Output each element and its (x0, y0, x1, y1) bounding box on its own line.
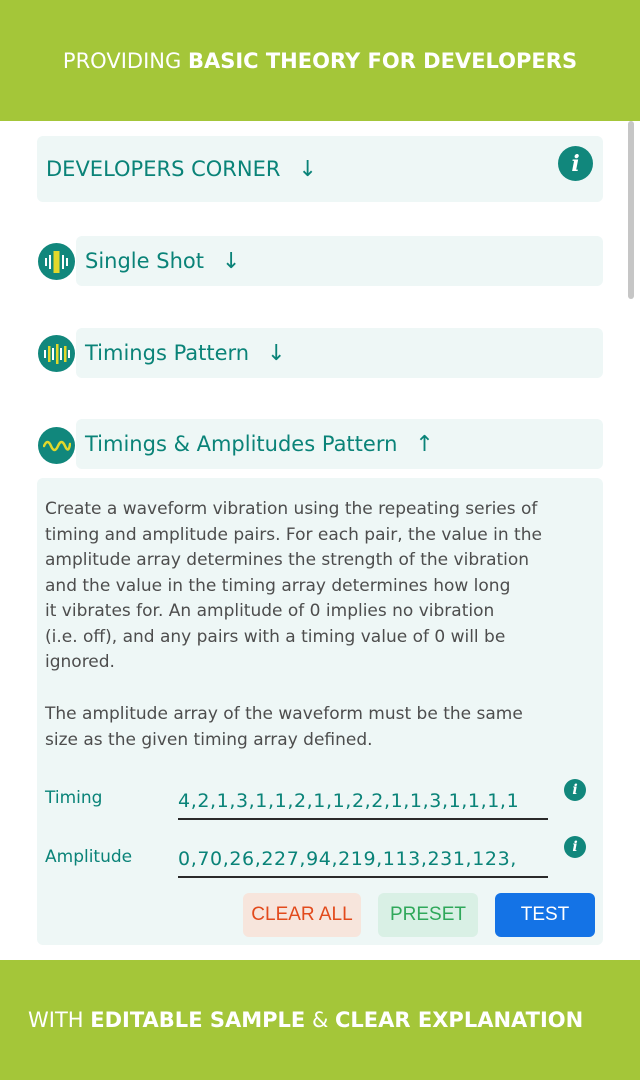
description-line: it vibrates for. An amplitude of 0 implies no vibration (45, 601, 495, 621)
description-line: Create a waveform vibration using the repeating series of (45, 499, 538, 519)
main-content[interactable] (0, 121, 640, 960)
scrollbar[interactable] (628, 121, 634, 299)
info-icon[interactable]: i (558, 146, 593, 181)
collapse-arrow-icon: ↑ (415, 432, 434, 457)
amplitude-info-icon[interactable]: i (564, 836, 586, 858)
footer-part1: WITH (28, 1008, 84, 1032)
header-emphasis: BASIC THEORY FOR DEVELOPERS (187, 48, 578, 73)
description-line: timing and amplitude pairs. For each pair, the value in the (45, 524, 542, 545)
footer-emphasis-1: EDITABLE SAMPLE (90, 1008, 306, 1032)
expand-arrow-icon: ↓ (267, 341, 286, 366)
amplitude-label: Amplitude (45, 847, 133, 867)
footer-amp: & (311, 1008, 329, 1032)
amplitude-input[interactable] (178, 844, 548, 878)
developers-corner-header[interactable] (37, 136, 603, 202)
timing-input[interactable] (178, 786, 548, 820)
description-line: (i.e. off), and any pairs with a timing value of 0 will be (45, 626, 506, 647)
clear-all-button[interactable]: CLEAR ALL (243, 893, 361, 937)
test-button[interactable]: TEST (495, 893, 595, 937)
single-shot-header[interactable] (76, 236, 603, 286)
preset-button[interactable]: PRESET (378, 893, 478, 937)
timings-amplitudes-header[interactable] (76, 419, 603, 469)
timings-pattern-header[interactable] (76, 328, 603, 378)
description-paragraph-1 (45, 497, 595, 676)
timings-pattern-label: Timings Pattern (85, 341, 250, 365)
header-banner (0, 0, 640, 121)
description-line: amplitude array determines the strength of the vibration (45, 550, 530, 570)
expand-arrow-icon: ↓ (298, 157, 317, 182)
header-prefix: PROVIDING (62, 48, 182, 73)
single-shot-label: Single Shot (85, 249, 204, 273)
developers-corner-label: DEVELOPERS CORNER (46, 157, 281, 181)
sine-wave-icon (38, 427, 75, 464)
timings-pattern-waveform-icon (38, 335, 75, 372)
single-shot-waveform-icon (38, 243, 75, 280)
description-line: The amplitude array of the waveform must be the same (45, 704, 523, 724)
description-paragraph-2 (45, 702, 595, 753)
timing-label: Timing (45, 788, 103, 808)
footer-banner (0, 960, 640, 1080)
description-line: and the value in the timing array determines how long (45, 575, 511, 596)
timing-info-icon[interactable]: i (564, 779, 586, 801)
description-line: size as the given timing array defined. (45, 729, 373, 750)
footer-emphasis-2: CLEAR EXPLANATION (335, 1008, 584, 1032)
expand-arrow-icon: ↓ (221, 249, 241, 274)
description-line: ignored. (45, 652, 115, 672)
timings-amplitudes-label: Timings & Amplitudes Pattern (85, 432, 398, 456)
